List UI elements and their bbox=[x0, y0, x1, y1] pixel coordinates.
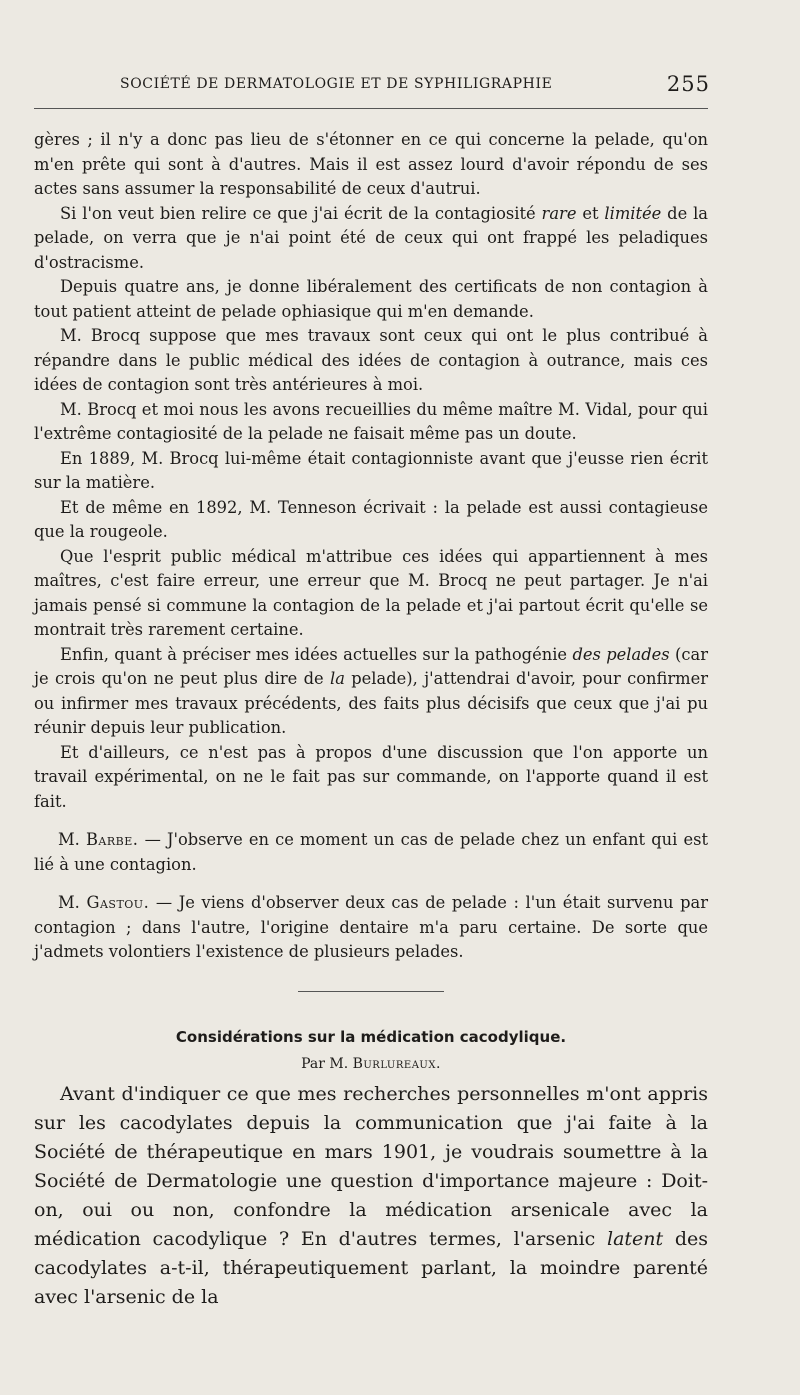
running-title: SOCIÉTÉ DE DERMATOLOGIE ET DE SYPHILIGRAPHIE bbox=[120, 76, 553, 92]
article-title: Considérations sur la médication cacodylique. bbox=[175, 1027, 567, 1046]
paragraph: M. Brocq et moi nous les avons recueillies du même maître M. Vidal, pour qui l'extrême contagiosité de la pelade ne faisait même pas un doute. bbox=[34, 399, 708, 443]
paragraph: M. Brocq suppose que mes travaux sont ceux qui ont le plus contribué à répandre dans le public médical des idées de contagion à outrance, mais ces idées de contagion sont très antérieures à moi. bbox=[34, 326, 708, 394]
paragraph: Que l'esprit public médical m'attribue ces idées qui appartiennent à mes maîtres, c'est faire erreur, une erreur que M. Brocq ne peut partager. Je n'ai jamais pensé si commune la contagion de la pelade et j'ai partout écrit qu'elle se montrait très rarement certaine. bbox=[34, 546, 708, 639]
speaker-name: Barbe. bbox=[85, 830, 139, 849]
article-author: Par M. Burlureaux. bbox=[301, 1055, 441, 1072]
speaker-name: Gastou. bbox=[86, 893, 150, 912]
section-separator bbox=[298, 991, 444, 992]
paragraph: En 1889, M. Brocq lui-même était contagionniste avant que j'eusse rien écrit sur la matière. bbox=[34, 448, 708, 492]
speaker-paragraph: M. Gastou. — Je viens d'observer deux cas de pelade : l'un était survenu par contagion ; dans l'autre, l'origine dentaire m'a paru certaine. De sorte que j'admets volontiers l'existence de plusieurs pelades. bbox=[34, 893, 708, 961]
header-rule bbox=[34, 108, 708, 109]
paragraph: Et d'ailleurs, ce n'est pas à propos d'une discussion que l'on apporte un travail expérimental, on ne le fait pas sur commande, on l'apporte quand il est fait. bbox=[34, 742, 708, 811]
speaker-paragraph: M. Barbe. — J'observe en ce moment un cas de pelade chez un enfant qui est lié à une contagion. bbox=[34, 830, 708, 874]
paragraph: Enfin, quant à préciser mes idées actuelles sur la pathogénie des pelades (car je crois qu'on ne peut plus dire de la pelade), j'attendrai d'avoir, pour confirmer ou infirmer mes travaux précédents, des faits plus décisifs que ceux que j'ai pu réunir depuis leur publication. bbox=[34, 644, 709, 737]
text-body bbox=[34, 128, 708, 1312]
page-number: 255 bbox=[666, 72, 710, 96]
paragraph: Et de même en 1892, M. Tenneson écrivait : la pelade est aussi contagieuse que la rougeole. bbox=[34, 497, 708, 541]
paragraph: Depuis quatre ans, je donne libéralement des certificats de non contagion à tout patient atteint de pelade ophiasique qui m'en demande. bbox=[34, 277, 708, 321]
article-intro: Avant d'indiquer ce que mes recherches personnelles m'ont appris sur les cacodylates depuis la communication que j'ai faite à la Société de thérapeutique en mars 1901, je voudrais soumettre à la Société de Dermatologie une question d'importance majeure : Doit-on, oui ou non, confondre la médication arsenicale avec la médication cacodylique ? En d'autres termes, l'arsenic latent des cacodylates a-t-il, thérapeutiquement parlant, la moindre parenté avec l'arsenic de la bbox=[34, 1082, 708, 1308]
paragraph: Si l'on veut bien relire ce que j'ai écrit de la contagiosité rare et limitée de la pelade, on verra que je n'ai point été de ceux qui ont frappé les peladiques d'ostracisme. bbox=[34, 203, 709, 272]
paragraph: gères ; il n'y a donc pas lieu de s'étonner en ce qui concerne la pelade, qu'on m'en prête qui sont à d'autres. Mais il est assez lourd d'avoir répondu de ses actes sans assumer la responsabilité de ceux d'autrui. bbox=[34, 130, 708, 198]
page-header bbox=[60, 70, 710, 104]
